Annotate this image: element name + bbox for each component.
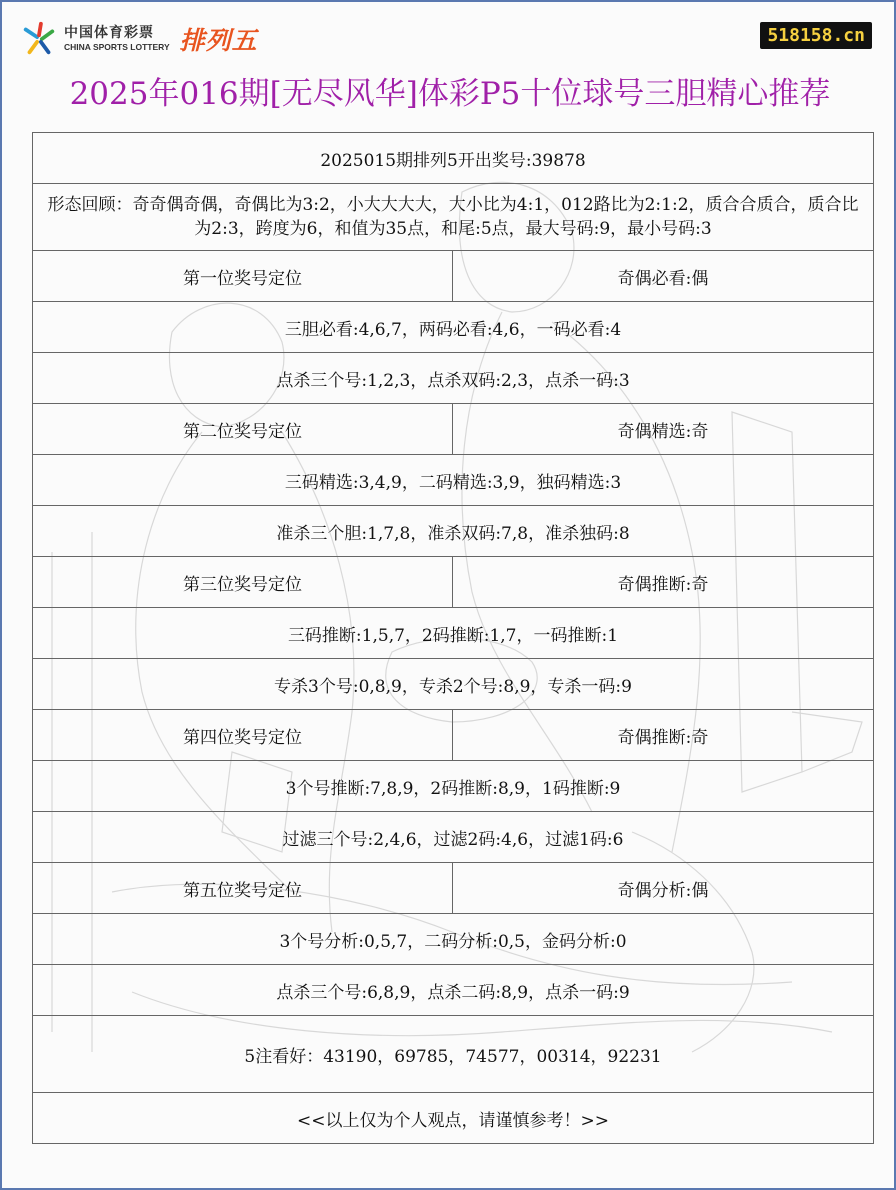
prediction-table xyxy=(32,132,874,1144)
position-2-picks: 三码精选:3,4,9，二码精选:3,9，独码精选:3 xyxy=(33,455,874,506)
draw-result-cell: 2025015期排列5开出奖号:39878 xyxy=(33,133,874,184)
table-row xyxy=(33,710,874,761)
table-row xyxy=(33,608,874,659)
position-4-parity: 奇偶推断:奇 xyxy=(453,710,874,761)
table-row xyxy=(33,353,874,404)
table-row xyxy=(33,557,874,608)
table-row xyxy=(33,251,874,302)
position-3-label: 第三位奖号定位 xyxy=(33,557,453,608)
table-row xyxy=(33,659,874,710)
position-3-parity: 奇偶推断:奇 xyxy=(453,557,874,608)
position-4-picks: 3个号推断:7,8,9，2码推断:8,9，1码推断:9 xyxy=(33,761,874,812)
table-row xyxy=(33,404,874,455)
position-2-kills: 准杀三个胆:1,7,8，准杀双码:7,8，准杀独码:8 xyxy=(33,506,874,557)
table-row xyxy=(33,863,874,914)
table-row xyxy=(33,506,874,557)
table-row xyxy=(33,455,874,506)
position-4-kills: 过滤三个号:2,4,6，过滤2码:4,6，过滤1码:6 xyxy=(33,812,874,863)
position-5-parity: 奇偶分析:偶 xyxy=(453,863,874,914)
position-3-kills: 专杀3个号:0,8,9，专杀2个号:8,9，专杀一码:9 xyxy=(33,659,874,710)
logo-english-text: CHINA SPORTS LOTTERY xyxy=(64,42,170,53)
table-row xyxy=(33,184,874,251)
page-title: 2025年016期[无尽风华]体彩P5十位球号三胆精心推荐 xyxy=(69,76,831,112)
pattern-review-cell: 形态回顾：奇奇偶奇偶，奇偶比为3:2，小大大大大，大小比为4:1，012路比为2:1:2，质合合质合，质合比为2:3，跨度为6，和值为35点，和尾:5点，最大号码:9，最小号码:3 xyxy=(33,184,874,251)
position-5-picks: 3个号分析:0,5,7，二码分析:0,5，金码分析:0 xyxy=(33,914,874,965)
position-4-label: 第四位奖号定位 xyxy=(33,710,453,761)
logo-brand-text: 排列五 xyxy=(179,26,258,55)
five-picks-cell: 5注看好：43190，69785，74577，00314，92231 xyxy=(33,1016,874,1093)
lottery-logo xyxy=(20,20,258,58)
logo-chinese-text: 中国体育彩票 xyxy=(64,25,154,42)
position-2-label: 第二位奖号定位 xyxy=(33,404,453,455)
position-5-kills: 点杀三个号:6,8,9，点杀二码:8,9，点杀一码:9 xyxy=(33,965,874,1016)
disclaimer-cell: <<以上仅为个人观点，请谨慎参考！>> xyxy=(33,1093,874,1144)
position-1-kills: 点杀三个号:1,2,3，点杀双码:2,3，点杀一码:3 xyxy=(33,353,874,404)
table-row xyxy=(33,914,874,965)
position-1-parity: 奇偶必看:偶 xyxy=(453,251,874,302)
table-row xyxy=(33,761,874,812)
lottery-star-icon xyxy=(20,20,58,58)
position-2-parity: 奇偶精选:奇 xyxy=(453,404,874,455)
table-row xyxy=(33,133,874,184)
position-3-picks: 三码推断:1,5,7，2码推断:1,7，一码推断:1 xyxy=(33,608,874,659)
position-1-label: 第一位奖号定位 xyxy=(33,251,453,302)
table-row xyxy=(33,1016,874,1093)
site-domain-badge[interactable]: 518158.cn xyxy=(760,22,872,49)
table-row xyxy=(33,302,874,353)
position-1-picks: 三胆必看:4,6,7，两码必看:4,6，一码必看:4 xyxy=(33,302,874,353)
table-row xyxy=(33,812,874,863)
table-row xyxy=(33,965,874,1016)
position-5-label: 第五位奖号定位 xyxy=(33,863,453,914)
table-row xyxy=(33,1093,874,1144)
